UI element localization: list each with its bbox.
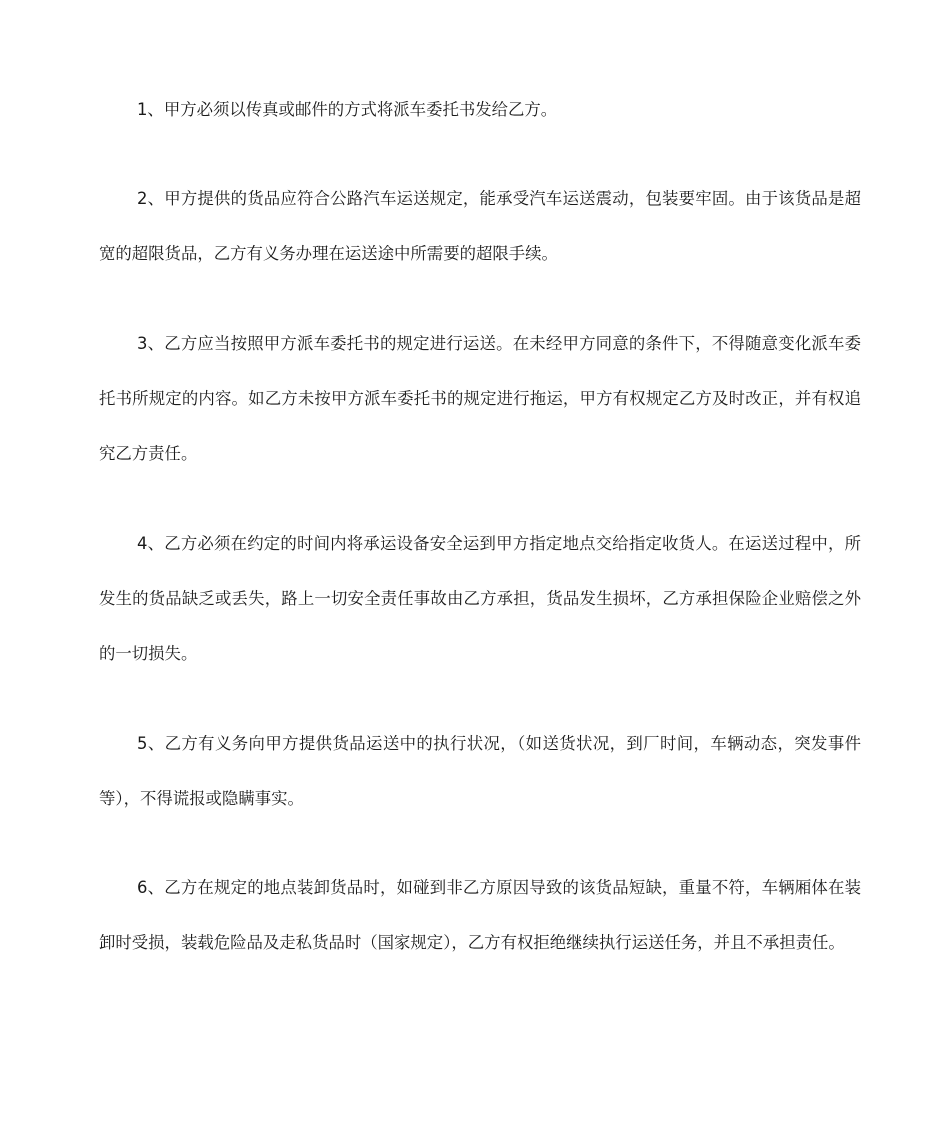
clause-5-paragraph: 5、乙方有义务向甲方提供货品运送中的执行状况，（如送货状况，到厂时间，车辆动态，突发事件等），不得谎报或隐瞒事实。 bbox=[99, 734, 861, 808]
clause-2-paragraph: 2、甲方提供的货品应符合公路汽车运送规定，能承受汽车运送震动，包装要牢固。由于该货品是超宽的超限货品，乙方有义务办理在运送途中所需要的超限手续。 bbox=[99, 189, 861, 263]
clause-6-paragraph: 6、乙方在规定的地点装卸货品时，如碰到非乙方原因导致的该货品短缺，重量不符，车辆厢体在装卸时受损，装载危险品及走私货品时（国家规定），乙方有权拒绝继续执行运送任务，并且不承担责任。 bbox=[99, 878, 861, 952]
clause-3-paragraph: 3、乙方应当按照甲方派车委托书的规定进行运送。在未经甲方同意的条件下，不得随意变化派车委托书所规定的内容。如乙方未按甲方派车委托书的规定进行拖运，甲方有权规定乙方及时改正，并有权追究乙方责任。 bbox=[99, 334, 861, 463]
clause-1-paragraph: 1、甲方必须以传真或邮件的方式将派车委托书发给乙方。 bbox=[137, 100, 558, 119]
clause-4-paragraph: 4、乙方必须在约定的时间内将承运设备安全运到甲方指定地点交给指定收货人。在运送过程中，所发生的货品缺乏或丢失，路上一切安全责任事故由乙方承担，货品发生损坏，乙方承担保险企业赔偿之外的一切损失。 bbox=[99, 534, 861, 663]
